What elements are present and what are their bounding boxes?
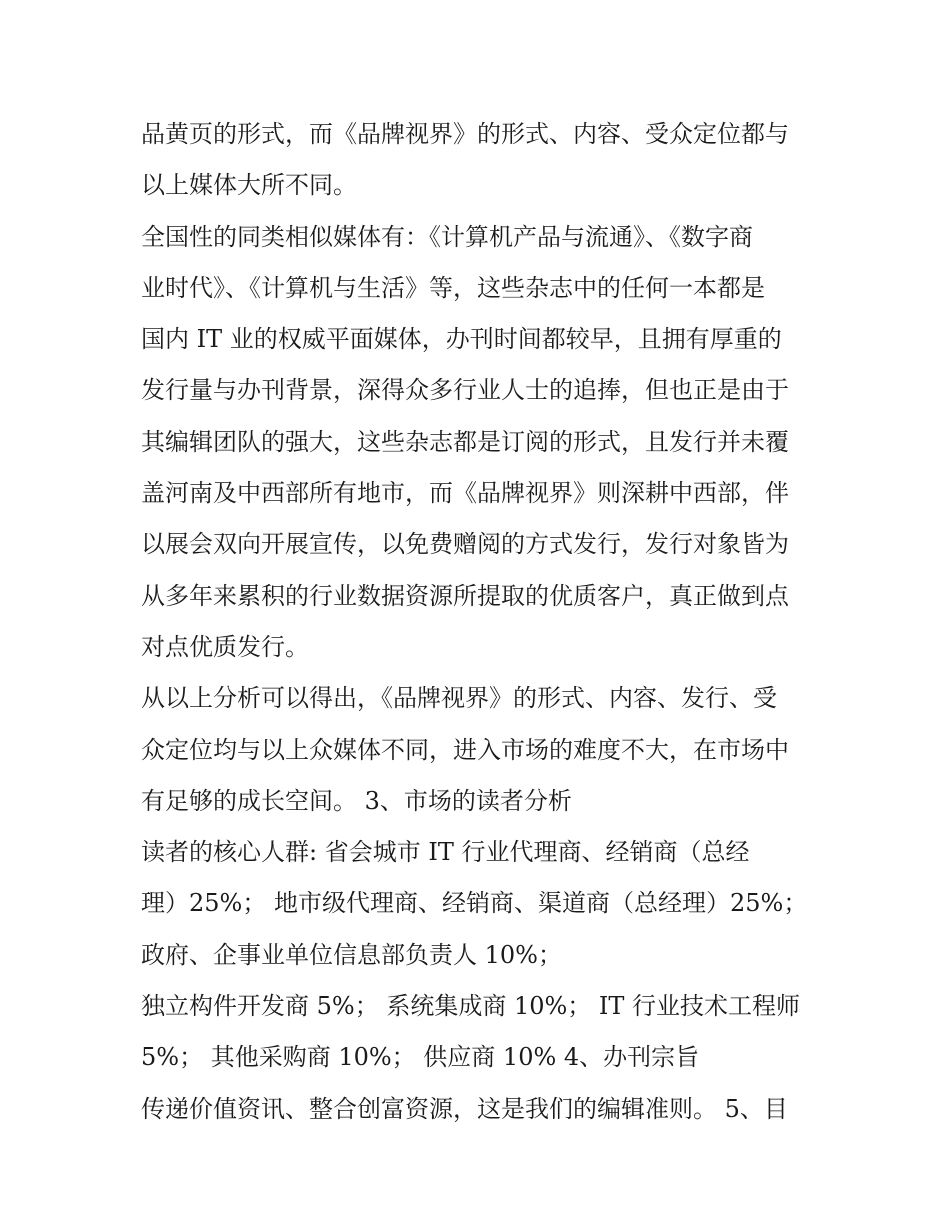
text-line: 从多年来累积的行业数据资源所提取的优质客户，真正做到点 [141,581,789,610]
text-line: 政府、企事业单位信息部负责人 10%； [141,940,562,969]
text-line: 众定位均与以上众媒体不同，进入市场的难度不大，在市场中 [141,735,789,764]
text-line: 品黄页的形式，而《品牌视界》的形式、内容、受众定位都与 [141,120,789,148]
paragraph-competitors [141,212,821,674]
text-line: 独立构件开发商 5%； 系统集成商 10%； IT 行业技术工程师 [141,992,801,1021]
paragraph-editorial-principle [141,1084,821,1135]
paragraph-analysis-conclusion [141,673,821,827]
text-line: 国内 IT 业的权威平面媒体，办刊时间都较早，且拥有厚重的 [141,325,782,354]
text-line: 对点优质发行。 [141,632,309,661]
text-line: 业时代》、《计算机与生活》等，这些杂志中的任何一本都是 [141,273,765,302]
text-line: 发行量与办刊背景，深得众多行业人士的追捧，但也正是由于 [141,376,789,405]
text-line: 全国性的同类相似媒体有：《计算机产品与流通》、《数字商 [141,222,753,251]
text-line: 其编辑团队的强大，这些杂志都是订阅的形式，且发行并未覆 [141,427,789,456]
document-body [141,109,821,1135]
paragraph-media-positioning [141,109,821,212]
text-line: 读者的核心人群: 省会城市 IT 行业代理商、经销商（总经 [141,838,750,867]
paragraph-reader-breakdown [141,981,821,1084]
text-line: 以展会双向开展宣传，以免费赠阅的方式发行，发行对象皆为 [141,530,789,559]
text-line: 5%； 其他采购商 10%； 供应商 10% 4、办刊宗旨 [141,1043,700,1072]
paragraph-core-readers [141,827,821,981]
text-line: 理）25%； 地市级代理商、经销商、渠道商（总经理）25%； [141,889,808,918]
text-line: 盖河南及中西部所有地市，而《品牌视界》则深耕中西部，伴 [141,479,789,508]
text-line: 以上媒体大所不同。 [141,171,357,200]
text-line: 传递价值资讯、整合创富资源，这是我们的编辑准则。 5、目 [141,1094,788,1123]
text-line: 从以上分析可以得出，《品牌视界》的形式、内容、发行、受 [141,684,777,713]
text-line: 有足够的成长空间。 3、市场的读者分析 [141,786,572,815]
